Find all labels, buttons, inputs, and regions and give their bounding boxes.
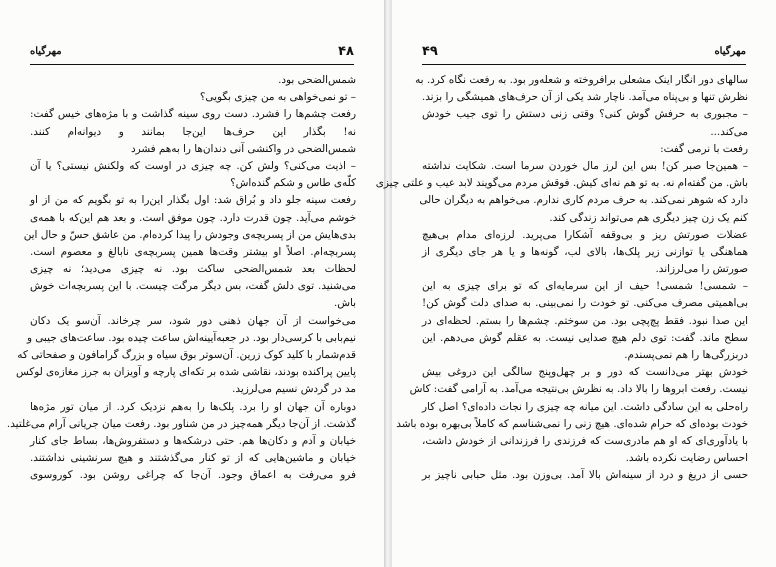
text-line: حسی از دریغ و درد از سینه‌اش بالا آمد. بی‌وزن بود. مثل حبابی ناچیز بر — [422, 469, 748, 482]
book-spine — [384, 0, 392, 567]
text-line: خیابان و ماشین‌هایی که از تو کنار می‌گذشتند و هیچ سرنشینی نداشتند. — [30, 452, 356, 465]
text-line: خودت بوده‌ای که حرام شده‌ای. هیچ زنی را نمی‌شناسم که کاملاً بی‌بهره بوده باشد — [396, 417, 748, 430]
text-line: لحظات بعد شمس‌الضحی ساکت بود. نه چیزی می‌دید؛ نه چیزی — [30, 263, 356, 276]
text-line: مد در گردش نسیم می‌لرزید. — [232, 383, 356, 396]
text-line: بی‌اهمیتی مصرف می‌کنی. تو خودت را نمی‌بینی. به صدای دلت گوش کن! — [422, 297, 748, 310]
page-body-text — [375, 72, 748, 485]
text-line: – اذیت می‌کنی؟ ولش کن. چه چیزی در اوست که ولکنش نیستی؟ یا آن — [30, 159, 356, 172]
text-line: پایین پراکنده بودند، نقاشی شده بر تکه‌ای پارچه و آویزان به جرز مغازه‌ی لوکس — [16, 366, 356, 379]
text-line: هماهنگی یا توازنی زیر پلک‌ها، بالای لب، گونه‌ها و یا هر جای دیگری از — [422, 245, 748, 258]
text-line: راه‌حلی به این سادگی داشت. این میانه چه چیزی را نجات داده‌ای؟ اصل کار — [422, 400, 748, 413]
page-body-text — [6, 72, 356, 485]
text-line: خوشم می‌آید. چون قدرت دارد. چون موفق است. و بعد هم این‌که با همه‌ی — [30, 211, 356, 224]
running-title: مهرگیاه — [714, 46, 746, 57]
text-line: – مجبوری به حرفش گوش کنی؟ وقتی زنی دستش را توی جیب خودش — [422, 108, 748, 121]
page-header — [30, 44, 354, 65]
text-line: – تو نمی‌خواهی به من چیزی بگویی؟ — [199, 91, 356, 104]
running-title: مهرگیاه — [30, 46, 62, 57]
text-line: – شمسی! شمسی! حیف از این سرمایه‌ای که تو برای چیزی به این — [422, 280, 748, 293]
page-header — [422, 44, 746, 65]
text-line: پسربچه‌ام. اصلاً او بیشتر وقت‌ها همین پسربچه‌ی نابالغ و معصوم است. — [30, 245, 356, 258]
text-line: سالهای دور انگار اینک مشعلی برافروخته و شعله‌ور بود. به رفعت نگاه کرد. به — [415, 74, 748, 86]
text-line: نظرش تنها و بی‌پناه می‌آمد. ناچار شد یکی از آن حرف‌های همیشگی را بزند. — [421, 91, 748, 104]
text-line: این صدا نبود. فقط پچ‌پچی بود. من سوختم. چشم‌ها را بستم. لحظه‌ای در — [422, 314, 748, 327]
text-line: صورتش را می‌لرزاند. — [655, 263, 748, 276]
text-line: می‌خواست از آن جهان ذهنی دور شود، سر چرخاند. آن‌سو یک دکان — [30, 314, 356, 327]
text-line: رفعت با نرمی گفت: — [660, 142, 748, 155]
text-line: می‌شنید. توی دلش گفت، بس دیگر مرگت چیست. با این پسربچه‌ات خوش — [30, 280, 356, 293]
text-line: نه! بگذار این حرف‌ها این‌جا بمانند و دیوانه‌ام کنند. — [30, 125, 356, 138]
text-line: شمس‌الضحی بود. — [278, 74, 356, 86]
text-line: – همین‌جا صبر کن! بس این لرز مال خوردن سرما است. شکایت نداشته — [422, 159, 748, 172]
text-line: فرو می‌رفت به اعماق وجود. آن‌جا که چراغی روشن بود. کوروسوی — [30, 469, 356, 482]
text-line: خیابان و آدم و دکان‌ها هم. حتی درشکه‌ها و دستفروش‌ها، بساط جای کنار — [30, 434, 356, 447]
text-line: عضلات صورتش ریز و بی‌وقفه آشکارا می‌پرید. لرزه‌ای مدام بی‌هیچ — [422, 228, 748, 241]
text-line: دربزرگی‌ها را هم نمی‌پسندم. — [624, 349, 748, 361]
text-line: نیست. رفعت ابروها را بالا داد. به نظرش بی‌نتیجه می‌آمد. به آرامی گفت: کاش — [409, 383, 748, 396]
text-line: دوباره آن جهان او را برد. پلک‌ها را به‌هم نزدیک کرد. از میان تور مژه‌ها — [30, 400, 356, 413]
text-line: نیم‌بابی با کرسی‌دار بود. در جعبه‌آیینه‌اش ساعت چیده بود. ساعت‌های جیبی و — [26, 331, 356, 344]
page-number: ۴۸ — [338, 44, 354, 59]
text-line: با یادآوری‌ای که او هم مادری‌ست که فرزندی را فرزندانی از خودش داشت، — [422, 434, 748, 447]
text-line: دارد که شوهر نمی‌کند. به حرف مردم کاری ندارم. می‌خواهم به دیگران حالی — [419, 194, 748, 207]
text-line: احساس رضایت نکرده باشد. — [625, 452, 748, 465]
text-line: شمس‌الضحی در واکنشی آنی دندان‌ها را به‌هم فشرد — [130, 142, 356, 155]
page-number: ۴۹ — [422, 44, 438, 59]
text-line: بدی‌هایش من از پسربچه‌ی وجودش را پیدا کرده‌ام. من عاشق حسّ و حال این — [23, 228, 356, 241]
text-line: می‌کند... — [710, 125, 748, 138]
text-line: رفعت سینه جلو داد و بُراق شد: اول بگذار این‌را به تو بگویم که من از او — [30, 194, 356, 207]
text-line: گذشت. از آن‌جا دیگر همه‌چیز در من شناور بود. رفعت میان جریانی آرام می‌غلتید. — [6, 417, 356, 430]
text-line: کلّه‌ی طاس و شکم گنده‌اش؟ — [230, 177, 356, 190]
text-line: کنم یک زن چیز دیگری هم می‌تواند زندگی کند. — [549, 211, 748, 224]
right-page — [375, 0, 776, 567]
text-line: باش. من گفته‌ام نه. به تو هم نه‌ای کیش. فوقش مردم می‌گویند لابد عیب و علتی چیزی — [375, 177, 748, 190]
text-line: خودش بهتر می‌دانست که دور و بر چهل‌وپنج سالگی این دروغی بیش — [422, 366, 748, 379]
text-line: باش. — [333, 297, 356, 310]
text-line: رفعت چشم‌ها را فشرد. دست روی سینه گذاشت و با مژه‌های خیس گفت: — [30, 108, 356, 121]
text-line: قدم‌شمار با کلید کوک زرین. آن‌سوتر بوق سیاه و بزرگ گرامافون و صفحاتی که — [17, 349, 356, 361]
text-line: سطح ماند. گفت: توی دلم هیچ صدایی نیست. به عقلم گوش می‌دهم. این — [422, 331, 748, 344]
left-page — [0, 0, 384, 567]
